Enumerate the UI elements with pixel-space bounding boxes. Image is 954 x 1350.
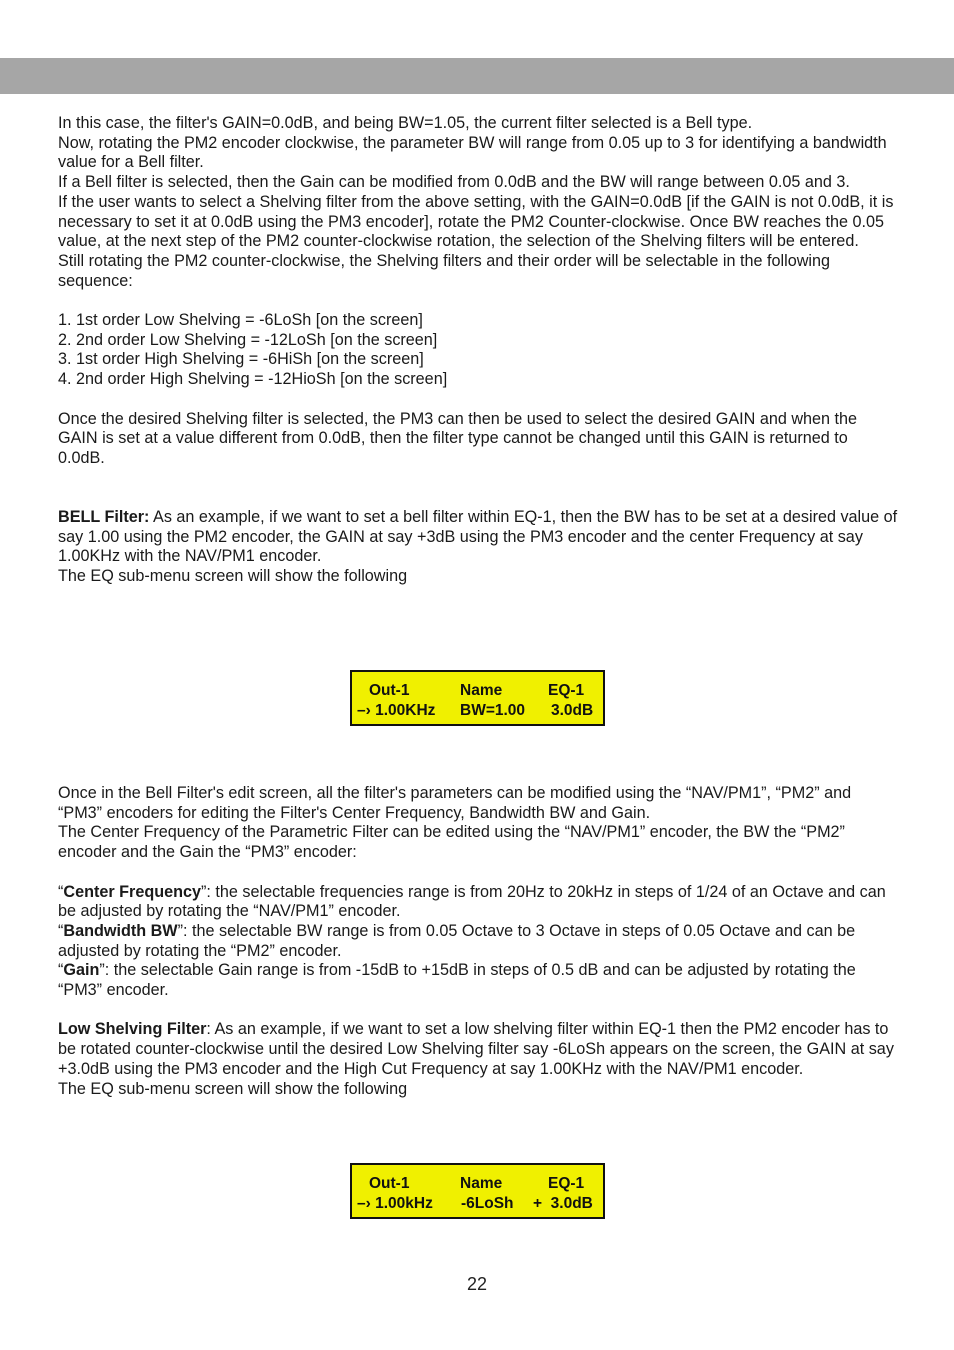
list-item: 2. 2nd order Low Shelving = -12LoSh [on the screen] [58,330,438,349]
paragraph: The Center Frequency of the Parametric Filter can be edited using the “NAV/PM1” encoder, the BW the “PM2” encoder and the Gain the “PM3” encoder: [58,823,845,862]
lcd-filter-type: -6LoSh [461,1195,514,1212]
paragraph: If the user wants to select a Shelving filter from the above setting, with the GAIN=0.0dB [if the GAIN is not 0.0dB, it is necessary to set it at 0.0dB using the PM3 encoder], rotate the PM2 Counter-clockwise. Once BW reaches the 0.05 value, at the next step of the PM2 counter-clockwise rotation, the selection of the Shelving filters will be entered. [58,192,894,251]
lcd-gain: + 3.0dB [533,1195,593,1212]
low-shelving-paragraph: Low Shelving Filter: As an example, if we want to set a low shelving filter within EQ-1 then the PM2 encoder has to be rotated counter-clockwise until the desired Low Shelving filter say -6LoSh appears on the screen, the GAIN at say +3.0dB using the PM3 encoder and the High Cut Frequency at say 1.00KHz with the NAV/PM1 encoder. [58,1020,894,1078]
header-bar [0,58,954,94]
lcd-frequency: –› 1.00KHz [357,702,436,719]
paragraph: The EQ sub-menu screen will show the following [58,567,408,586]
lcd-eq: EQ-1 [548,1175,585,1192]
lcd-output: Out-1 [369,1175,410,1192]
center-frequency-label: Center Frequency [63,882,202,901]
page-number: 22 [466,1274,488,1294]
lcd-output: Out-1 [369,682,410,699]
document-body [58,114,898,587]
lcd-frequency: –› 1.00kHz [357,1195,433,1212]
paragraph: Once in the Bell Filter's edit screen, all the filter's parameters can be modified using the “NAV/PM1”, “PM2” and “PM3” encoders for editing the Filter's Center Frequency, Bandwidth BW and Gain. [58,784,852,822]
gain-paragraph: “Gain”: the selectable Gain range is from -15dB to +15dB in steps of 0.5 dB and can be adjusted by rotating the “PM3” encoder. [58,961,856,1000]
bell-filter-paragraph: BELL Filter: As an example, if we want to set a bell filter within EQ-1, then the BW has to be set at a desired value of say 1.00 using the PM2 encoder, the GAIN at say +3dB using the PM3 encoder and the center Frequency at say 1.00KHz with the NAV/PM1 encoder. [58,508,898,566]
paragraph: In this case, the filter's GAIN=0.0dB, and being BW=1.05, the current filter selected is a Bell type. [58,114,753,132]
lcd-screen-bell [350,670,605,726]
paragraph: The EQ sub-menu screen will show the following [58,1079,408,1098]
list-item: 3. 1st order High Shelving = -6HiSh [on the screen] [58,350,424,369]
lcd-name: Name [460,682,503,699]
lcd-eq: EQ-1 [548,682,585,699]
list-item: 1. 1st order Low Shelving = -6LoSh [on the screen] [58,311,423,330]
gain-label: Gain [63,961,100,980]
lcd-gain: 3.0dB [551,702,594,719]
bandwidth-paragraph: “Bandwidth BW”: the selectable BW range is from 0.05 Octave to 3 Octave in steps of 0.05 Octave and can be adjusted by rotating the “PM2” encoder. [58,921,856,960]
lcd-screen-low-shelving [350,1163,605,1219]
document-body-2 [58,784,898,1099]
center-frequency-paragraph: “Center Frequency”: the selectable frequencies range is from 20Hz to 20kHz in steps of 1/24 of an Octave and can be adjusted by rotating the “NAV/PM1” encoder. [58,882,886,921]
lcd-bandwidth: BW=1.00 [460,702,526,719]
bell-filter-label: BELL Filter: [58,508,150,527]
paragraph: If a Bell filter is selected, then the Gain can be modified from 0.0dB and the BW will range between 0.05 and 3. [58,173,850,192]
paragraph: Still rotating the PM2 counter-clockwise, the Shelving filters and their order will be selectable in the following sequence: [58,251,830,290]
paragraph: Now, rotating the PM2 encoder clockwise, the parameter BW will range from 0.05 up to 3 for identifying a bandwidth value for a Bell filter. [58,133,887,172]
bandwidth-label: Bandwidth BW [63,921,178,940]
low-shelving-label: Low Shelving Filter [58,1020,207,1039]
lcd-name: Name [460,1175,503,1192]
paragraph: Once the desired Shelving filter is selected, the PM3 can then be used to select the desired GAIN and when the GAIN is set at a value different from 0.0dB, then the filter type cannot be changed until this GAIN is returned to 0.0dB. [58,409,858,467]
list-item: 4. 2nd order High Shelving = -12HioSh [on the screen] [58,370,448,389]
